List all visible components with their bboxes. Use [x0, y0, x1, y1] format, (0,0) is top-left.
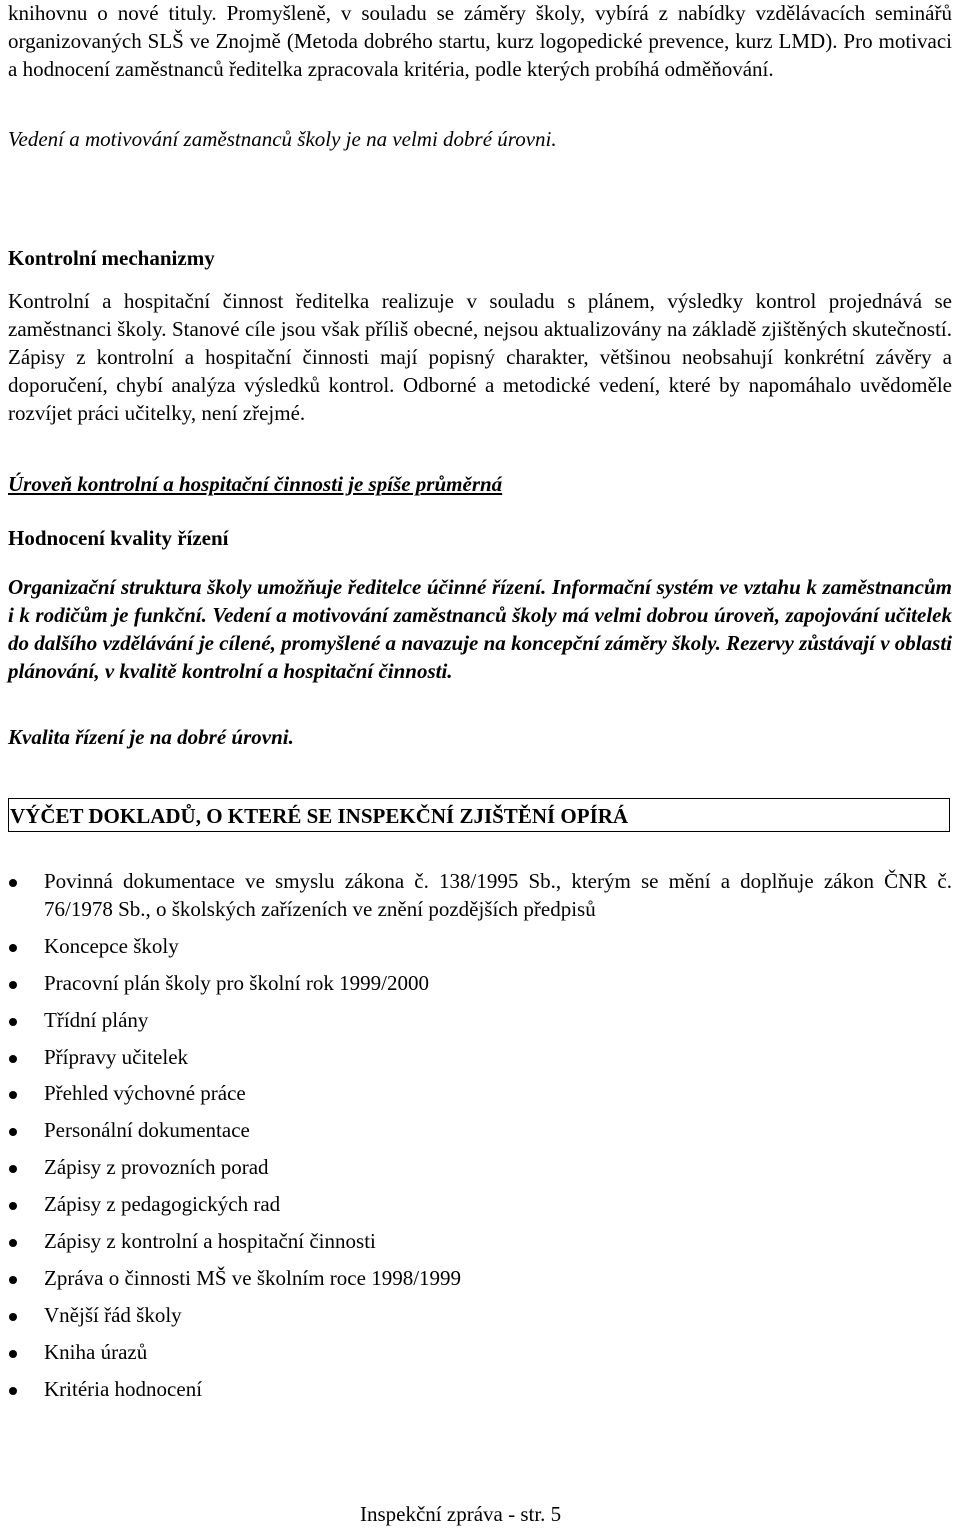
bullet-icon — [9, 1313, 17, 1321]
bullet-icon — [9, 1091, 17, 1099]
bullet-icon — [9, 1128, 17, 1136]
list-item: Pracovní plán školy pro školní rok 1999/2000 — [8, 969, 952, 997]
bullet-icon — [9, 981, 17, 989]
bullet-icon — [9, 1239, 17, 1247]
list-item: Kritéria hodnocení — [8, 1375, 952, 1403]
bullet-icon — [9, 1018, 17, 1026]
control-heading: Kontrolní mechanizmy — [8, 246, 215, 270]
list-item: Personální dokumentace — [8, 1116, 952, 1144]
intro-paragraph: knihovnu o nové tituly. Promyšleně, v souladu se záměry školy, vybírá z nabídky vzdělávacích seminářů organizovaných SLŠ ve Znojmě (Metoda dobrého startu, kurz logopedické prevence, kurz LMD). Pro motivaci a hodnocení zaměstnanců ředitelka zpracovala kritéria, podle kterých probíhá odměňování. — [8, 1, 952, 81]
list-item: Povinná dokumentace ve smyslu zákona č. 138/1995 Sb., kterým se mění a doplňuje zákon ČNR č. 76/1978 Sb., o školských zařízeních ve znění pozdějších předpisů — [8, 867, 952, 923]
bullet-icon — [9, 1276, 17, 1284]
quality-paragraph: Organizační struktura školy umožňuje ředitelce účinné řízení. Informační systém ve vztahu k zaměstnancům i k rodičům je funkční. Vedení a motivování zaměstnanců školy má velmi dobrou úroveň, zapojování učitelek do dalšího vzdělávání je cílené, promyšlené a navazuje na koncepční záměry školy. Rezervy zůstávají v oblasti plánování, v kvalitě kontrolní a hospitační činnosti. — [8, 575, 952, 683]
bullet-icon — [9, 1387, 17, 1395]
list-item: Zápisy z kontrolní a hospitační činnosti — [8, 1227, 952, 1255]
control-paragraph: Kontrolní a hospitační činnost ředitelka realizuje v souladu s plánem, výsledky kontrol projednává se zaměstnanci školy. Stanové cíle jsou však příliš obecné, nejsou aktualizovány na základě zjištěných skutečností. Zápisy z kontrolní a hospitační činnosti mají popisný charakter, většinou neobsahují konkrétní závěry a doporučení, chybí analýza výsledků kontrol. Odborné a metodické vedení, které by napomáhalo uvědoměle rozvíjet práci učitelky, není zřejmé. — [8, 289, 952, 425]
bullet-icon — [9, 1165, 17, 1173]
quality-heading: Hodnocení kvality řízení — [8, 526, 229, 550]
documents-title: VÝČET DOKLADŮ, O KTERÉ SE INSPEKČNÍ ZJIŠTĚNÍ OPÍRÁ — [8, 798, 950, 832]
control-conclusion: Úroveň kontrolní a hospitační činnosti je spíše průměrná — [8, 472, 503, 496]
bullet-icon — [9, 1202, 17, 1210]
documents-list — [8, 867, 952, 1411]
list-item: Přípravy učitelek — [8, 1043, 952, 1071]
list-item: Zápisy z provozních porad — [8, 1153, 952, 1181]
bullet-icon — [9, 879, 17, 887]
page-footer: Inspekční zpráva - str. 5 — [360, 1502, 562, 1526]
list-item: Vnější řád školy — [8, 1301, 952, 1329]
list-item: Třídní plány — [8, 1006, 952, 1034]
bullet-icon — [9, 1350, 17, 1358]
intro-conclusion: Vedení a motivování zaměstnanců školy je na velmi dobré úrovni. — [8, 127, 557, 151]
bullet-icon — [9, 1055, 17, 1063]
list-item: Zpráva o činnosti MŠ ve školním roce 1998/1999 — [8, 1264, 952, 1292]
list-item: Kniha úrazů — [8, 1338, 952, 1366]
list-item: Přehled výchovné práce — [8, 1079, 952, 1107]
bullet-icon — [9, 944, 17, 952]
list-item: Koncepce školy — [8, 932, 952, 960]
quality-conclusion: Kvalita řízení je na dobré úrovni. — [8, 725, 294, 749]
list-item: Zápisy z pedagogických rad — [8, 1190, 952, 1218]
